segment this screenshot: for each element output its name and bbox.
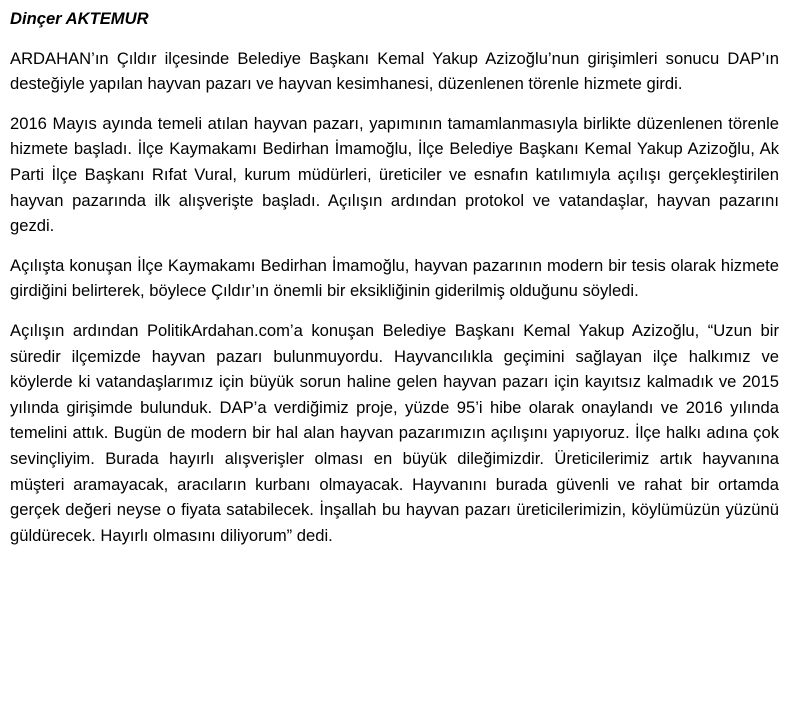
- author-name: Dinçer AKTEMUR: [10, 9, 149, 28]
- paragraph-3: Açılışta konuşan İlçe Kaymakamı Bedirhan İmamoğlu, hayvan pazarının modern bir tesis olarak hizmete girdiğini belirterek, böylece Çıldır’ın önemli bir eksikliğinin giderilmiş olduğunu söyledi.: [10, 255, 779, 301]
- paragraph-2: 2016 Mayıs ayında temeli atılan hayvan pazarı, yapımının tamamlanmasıyla birlikte düzenlenen törenle hizmete başladı. İlçe Kaymakamı Bedirhan İmamoğlu, İlçe Belediye Başkanı Kemal Yakup Azizoğlu, Ak Parti İlçe Başkanı Rıfat Vural, kurum müdürleri, üreticiler ve esnafın katılımıyla açılışı gerçekleştirilen hayvan pazarında ilk alışverişte başladı. Açılışın ardından protokol ve vatandaşlar, hayvan pazarını gezdi.: [10, 113, 779, 236]
- paragraph-4: Açılışın ardından PolitikArdahan.com’a konuşan Belediye Başkanı Kemal Yakup Azizoğlu, “Uzun bir süredir ilçemizde hayvan pazarı bulunmuyordu. Hayvancılıkla geçimini sağlayan ilçe halkımız ve köylerde ki vatandaşlarımız için büyük sorun haline gelen hayvan pazarı için kayıtsız kalmadık ve 2015 yılında girişimde bulunduk. DAP’a verdiğimiz proje, yüzde 95’i hibe olarak onaylandı ve 2016 yılında temelini attık. Bugün de modern bir hal alan hayvan pazarımızın açılışını yapıyoruz. İlçe halkı adına çok sevinçliyim. Burada hayırlı alışverişler olması en büyük dileğimizdir. Üreticilerimiz artık hayvanına müşteri aramayacak, aracıların kurbanı olmayacak. Hayvanını burada güvenli ve rahat bir ortamda gerçek değeri neyse o fiyata satabilecek. İnşallah bu hayvan pazarı üreticilerimizin, köylümüzün yüzünü güldürecek. Hayırlı olmasını diliyorum” dedi.: [10, 320, 779, 545]
- paragraph-1: ARDAHAN’ın Çıldır ilçesinde Belediye Başkanı Kemal Yakup Azizoğlu’nun girişimleri sonucu DAP’ın desteğiyle yapılan hayvan pazarı ve hayvan kesimhanesi, düzenlenen törenle hizmete girdi.: [10, 48, 779, 94]
